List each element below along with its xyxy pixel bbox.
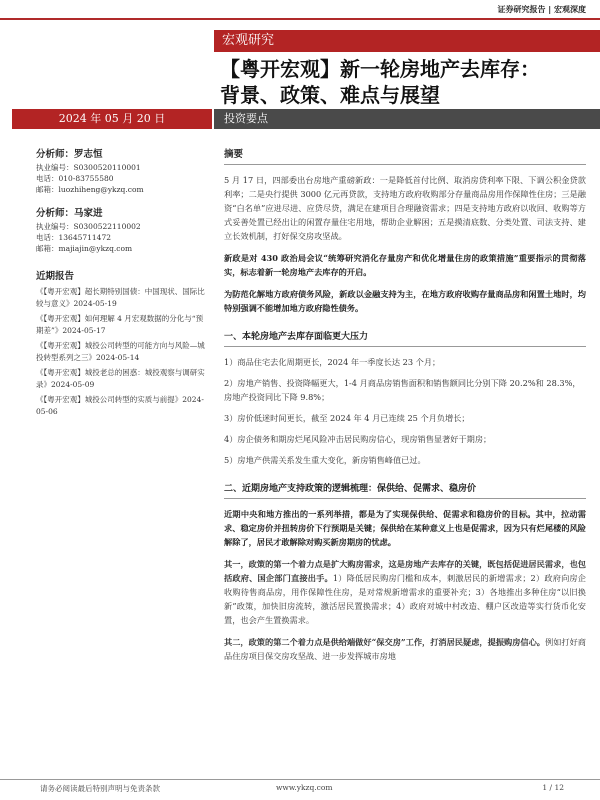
- recent-report-link[interactable]: 《【粤开宏观】超长期特别国债：中国现状、国际比较与意义》2024-05-19: [36, 287, 205, 308]
- section-heading-1: 一、本轮房地产去库存面临更大压力: [224, 329, 586, 347]
- footer-divider: [0, 779, 600, 780]
- paragraph-supply-lead: 其二，政策的第二个着力点是供给端做好“保交房”工作，打消居民疑虑，提振购房信心。: [224, 637, 545, 647]
- analyst-id: 执业编号：S0300520110001: [36, 163, 141, 172]
- recent-report-link[interactable]: 《【粤开宏观】城投公司转型的可能方向与风险—城投转型系列之三》2024-05-14: [36, 341, 205, 362]
- recent-report-link[interactable]: 《【粤开宏观】城投公司转型的实质与前提》2024-05-06: [36, 395, 204, 416]
- page-title: [220, 56, 590, 108]
- main-content: [224, 146, 586, 671]
- list-item: 2）房地产销售、投资降幅更大，1-4 月商品房销售面积和销售额同比分别下降 20.2%和 28.3%，房地产投资同比下降 9.8%；: [224, 378, 581, 402]
- recent-reports-title: 近期报告: [36, 271, 75, 282]
- page-number: 1 / 12: [542, 783, 564, 792]
- section-tag: 宏观研究: [214, 30, 600, 52]
- analyst-name: 分析师：马家进: [36, 208, 103, 219]
- header-divider: [0, 18, 600, 20]
- analyst-name: 分析师：罗志恒: [36, 149, 103, 160]
- header-report-type: 证券研究报告 | 宏观深度: [497, 5, 586, 14]
- list-item: 4）房企债务和期房烂尾风险冲击居民购房信心，现房销售显著好于期房；: [224, 434, 492, 444]
- analyst-phone: 电话：010-83755580: [36, 174, 114, 183]
- section-heading-2: 二、近期房地产支持政策的逻辑梳理：保供给、促需求、稳房价: [224, 481, 586, 499]
- paragraph-significance: 新政是对 430 政治局会议“统筹研究消化存量房产和优化增量住房的政策措施”重要指示的贯彻落实，标志着新一轮房地产去库存的开启。: [224, 253, 586, 277]
- list-item: 3）房价低迷时间更长，截至 2024 年 4 月已连续 25 个月负增长；: [224, 413, 470, 423]
- paragraph-demand: [224, 557, 586, 627]
- analyst-phone: 电话：13645711472: [36, 233, 111, 242]
- title-line-2: 背景、政策、难点与展望: [220, 83, 440, 107]
- report-date: 2024 年 05 月 20 日: [12, 109, 212, 129]
- recent-report-link[interactable]: 《【粤开宏观】城投老总的困惑：城投观察与调研实录》2024-05-09: [36, 368, 205, 389]
- paragraph-risk-control: 为防范化解地方政府债务风险，新政以金融支持为主，在地方政府收购存量商品房和闲置土地时，均特别强调不能增加地方政府隐性债务。: [224, 289, 586, 313]
- paragraph-demand-lead: 其一，政策的第一个着力点是扩大购房需求，这是房地产去库存的关键，既包括促进居民需求，也包括政府、国企部门直接出手。: [224, 559, 586, 583]
- title-line-1: 【粤开宏观】新一轮房地产去库存：: [220, 57, 540, 81]
- list-item: 1）商品住宅去化周期更长，2024 年一季度长达 23 个月；: [224, 357, 441, 367]
- sidebar: [36, 146, 208, 421]
- analyst-block: [36, 205, 208, 254]
- list-item: 5）房地产供需关系发生重大变化，新房销售峰值已过。: [224, 455, 426, 465]
- paragraph-policy-summary: 5 月 17 日，四部委出台房地产重磅新政：一是降低首付比例、取消房贷利率下限、下调公积金贷款利率；二是央行提供 3000 亿元再贷款，支持地方政府收购部分存量商品房用作保障性住房；三是融资“白名单”应进尽进、应贷尽贷，满足在建项目合理融资需求；四是支持地方政府以收回、收购等方式妥善处置已经出让的闲置存量住宅用地，帮助企业解困；五是摸清底数、分类处置、司法支持、建立长效机制，打好保交房攻坚战。: [224, 175, 586, 241]
- analyst-email[interactable]: 邮箱：luozhiheng@ykzq.com: [36, 185, 144, 194]
- analyst-id: 执业编号：S0300522110002: [36, 222, 141, 231]
- abstract-title: 摘要: [224, 146, 586, 165]
- analyst-email[interactable]: 邮箱：majiajin@ykzq.com: [36, 244, 133, 253]
- paragraph-supply-body: 例如打好商品住房项目保交房攻坚战、进一步发挥城市房地: [224, 637, 586, 661]
- footer-website[interactable]: www.ykzq.com: [276, 783, 333, 792]
- footer-disclaimer: 请务必阅读最后特别声明与免责条款: [40, 784, 160, 793]
- paragraph-policy-logic: 近期中央和地方推出的一系列举措，都是为了实现保供给、促需求和稳房价的目标。其中，拉动需求、稳定房价并扭转房价下行预期是关键；保供给在某种意义上也是促需求，因为只有烂尾楼的风险解除了，居民才敢解除对购买新房期房的忧虑。: [224, 509, 586, 547]
- paragraph-demand-body: 1）降低居民购房门槛和成本，刺激居民的新增需求；2）政府向房企收购待售商品房，用作保障性住房，是对常规新增需求的重要补充；3）各地推出多种住房“以旧换新”政策，加快旧房流转，激活居民置换需求；4）政府对城中村改造、棚户区改造等实行货币化安置，也会产生置换需求。: [224, 573, 586, 625]
- analyst-block: [36, 146, 208, 195]
- investment-points-label: 投资要点: [214, 109, 600, 129]
- paragraph-supply: [224, 635, 586, 663]
- recent-report-link[interactable]: 《【粤开宏观】如何理解 4 月宏观数据的分化与“预期差”》2024-05-17: [36, 314, 204, 335]
